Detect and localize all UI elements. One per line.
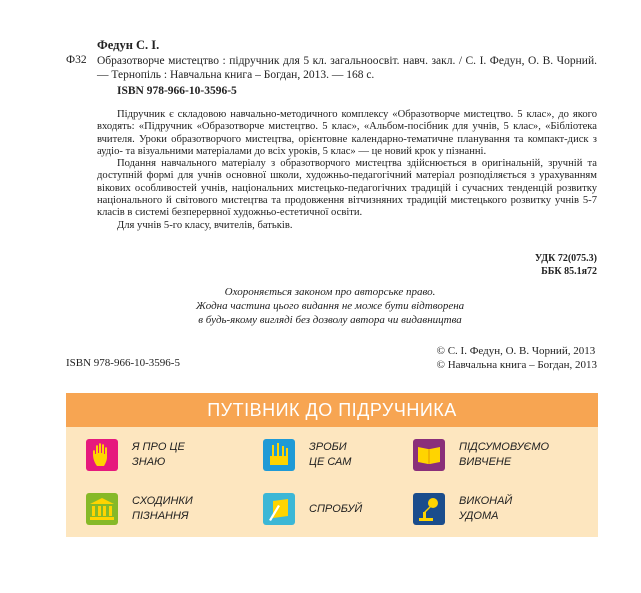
annotation-paragraph: Для учнів 5-го класу, вчителів, батьків.	[117, 219, 293, 231]
catalog-code: Ф32	[66, 54, 87, 66]
annotation	[97, 109, 597, 232]
udk-code: УДК 72(075.3)	[534, 253, 597, 264]
guide-item-line1: ЗРОБИ	[309, 441, 347, 453]
legal-line: Охороняється законом про авторське право.	[224, 286, 436, 298]
annotation-paragraph: Подання навчального матеріалу з образотворчого мистецтва здійснюється в оригінальній, зручній та доступній формі для учнів основної школи, художньо-педагогічний матеріал розподіляється з урахуванням вікових особливостей учнів, національних мистецько-педагогічних традицій і сучасних тенденцій розвитку національного й світового мистецтва та продовження вітчизняних традицій мистецького розвитку учнів 5-7 класів в системі безперервної художньо-естетичної освіти.	[97, 158, 597, 219]
brushes-icon	[263, 439, 295, 471]
guide-item-line2: ПІЗНАННЯ	[132, 510, 189, 522]
guide-item-line2: ВИВЧЕНЕ	[459, 456, 512, 468]
bibliographic-entry: Образотворче мистецтво : підручник для 5 кл. загальноосвіт. навч. закл. / С. І. Федун, О. В. Чорний. — Тернопіль : Навчальна книга – Богдан, 2013. — 168 с.	[97, 55, 597, 81]
guide-banner	[66, 393, 598, 427]
guide-item-steps	[86, 493, 222, 525]
guide-item-line2: ЗНАЮ	[132, 456, 166, 468]
isbn-top: ISBN 978-966-10-3596-5	[117, 85, 237, 97]
guide-title: ПУТІВНИК ДО ПІДРУЧНИКА	[207, 400, 457, 420]
classification	[535, 252, 597, 278]
hand-icon	[86, 439, 118, 471]
legal-line: Жодна частина цього видання не може бути відтворена	[195, 300, 465, 312]
guide-item-line1: СПРОБУЙ	[309, 502, 363, 515]
palette-icon	[263, 493, 295, 525]
guide-item-line1: СХОДИНКИ	[132, 495, 193, 507]
guide-item-line1: ВИКОНАЙ	[459, 495, 513, 507]
guide-item-line1: Я ПРО ЦЕ	[132, 441, 185, 453]
guide-item-line1: ПІДСУМОВУЄМО	[459, 441, 550, 453]
lamp-icon	[413, 493, 445, 525]
guide-item-try	[263, 493, 399, 525]
guide-item-homework	[413, 493, 549, 525]
bbk-code: ББК 85.1я72	[541, 266, 597, 277]
temple-icon	[86, 493, 118, 525]
guide-item-know	[86, 439, 222, 471]
guide-item-line2: ЦЕ САМ	[309, 456, 352, 468]
legal-notice	[150, 285, 510, 327]
copyright-line: © С. І. Федун, О. В. Чорний, 2013	[436, 345, 596, 357]
annotation-paragraph: Підручник є складовою навчально-методичного комплексу «Образотворче мистецтво. 5 клас», до якого входять: «Підручник «Образотворче мистецтво. 5 клас», «Альбом-посібник для учнів, 5 клас», «Бібліотека вчителя. Уроки образотворчого мистецтва, орієнтовне календарно-тематичне планування та компакт-диск з аудіо- та візуальними матеріалами до всіх уроків, 5 клас» — це новий крок у пізнанні.	[97, 109, 597, 157]
copyright-line: © Навчальна книга – Богдан, 2013	[436, 359, 597, 371]
copyright	[437, 344, 597, 372]
guide-item-summary	[413, 439, 549, 471]
guide-item-line2: УДОМА	[459, 510, 499, 522]
isbn-bottom: ISBN 978-966-10-3596-5	[66, 357, 180, 369]
guide-panel	[66, 427, 598, 537]
guide-item-do-yourself	[263, 439, 399, 471]
legal-line: в будь-якому вигляді без дозволу автора чи видавництва	[198, 314, 462, 326]
book-icon	[413, 439, 445, 471]
author-name: Федун С. І.	[97, 38, 160, 52]
